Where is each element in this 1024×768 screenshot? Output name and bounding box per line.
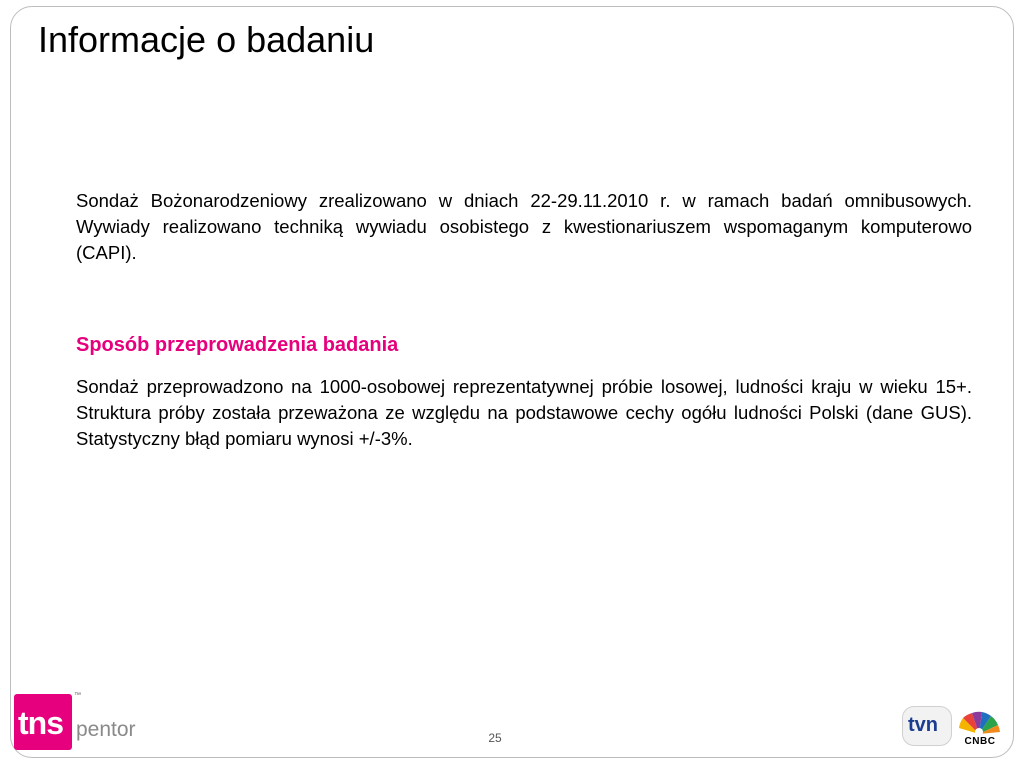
intro-paragraph: Sondaż Bożonarodzeniowy zrealizowano w dniach 22-29.11.2010 r. w ramach badań omnibusowych. Wywiady realizowano techniką wywiadu osobistego z kwestionariuszem wspomaganym komputerowo (CAPI). <box>76 190 972 263</box>
page-number: 25 <box>488 731 502 745</box>
cnbc-logo-text: CNBC <box>964 736 996 747</box>
section-heading: Sposób przeprowadzenia badania <box>76 334 399 356</box>
pentor-logo-text: pentor <box>76 718 136 741</box>
tns-pentor-logo <box>14 694 134 750</box>
slide-content <box>76 188 972 452</box>
method-paragraph: Sondaż przeprowadzono na 1000-osobowej reprezentatywnej próbie losowej, ludności kraju w wieku 15+. Struktura próby została przeważona ze względu na podstawowe cechy ogółu ludności Polski (dane GUS). Statystyczny błąd pomiaru wynosi +/-3%. <box>76 376 972 449</box>
tvn-logo-text: tvn <box>908 714 938 736</box>
tvn-cnbc-logo <box>902 702 1006 750</box>
trademark-mark: ™ <box>74 692 81 699</box>
slide-title: Informacje o badaniu <box>38 19 375 60</box>
tvn-logo-badge <box>902 706 952 746</box>
tns-logo-text: tns <box>18 705 63 741</box>
